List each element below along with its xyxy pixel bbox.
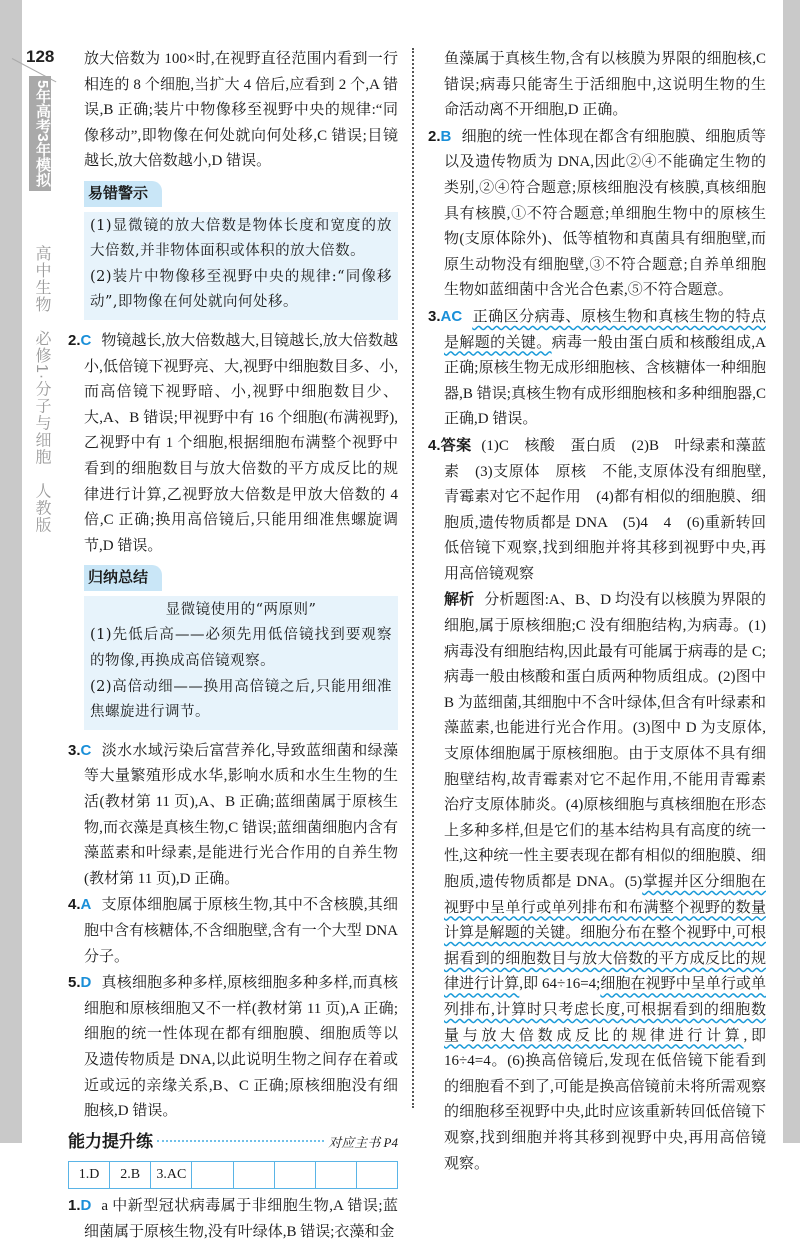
left-column — [68, 47, 398, 1245]
item-number: 5. — [68, 974, 81, 992]
tip-box — [84, 212, 398, 320]
answer-cell: 3.AC — [151, 1162, 192, 1189]
item-number: 1. — [68, 1196, 81, 1214]
answer-item — [428, 304, 766, 433]
answer-table — [68, 1161, 398, 1189]
item-number: 4. — [428, 436, 441, 454]
right-page-edge — [783, 0, 800, 1143]
summary-line: (2)高倍动细——换用高倍镜之后,只能用细准焦螺旋进行调节。 — [90, 678, 392, 721]
answer-letter: C — [80, 331, 92, 349]
answer-item — [68, 328, 398, 559]
answer-item — [68, 1193, 398, 1245]
item-text: 淡水水域污染后富营养化,导致蓝细菌和绿藻等大量繁殖形成水华,影响水质和水生生物的生活(教材第 11 页),A、B 正确;蓝细菌属于原核生物,而衣藻是真核生物,C 错误;蓝细菌细胞内含有藻蓝素和叶绿素,是能进行光合作用的自养生物(教材第 11 页),D 正确。 — [84, 742, 398, 887]
answer-item — [428, 433, 766, 588]
key-point-underlined: 正确区分病毒、原核生物和真核生物的特点是解题的关键。 — [444, 308, 766, 351]
series-label: 高中生物 必修1·分子与细胞 人教版 — [33, 245, 50, 534]
answer-cell — [315, 1162, 356, 1189]
analysis — [428, 587, 766, 1177]
item-text: (1)C 核酸 蛋白质 (2)B 叶绿素和藻蓝素 (3)支原体 原核 不能,支原体没有细胞壁,青霉素对它不起作用 (4)都有相似的细胞膜、细胞质,遗传物质都是 DNA (5)4 4 (6)重新转回低倍镜下观察,找到细胞并将其移到视野中央,再用高倍镜观察 — [444, 437, 766, 582]
answer-letter: C — [80, 741, 92, 759]
answer-cell — [233, 1162, 274, 1189]
answer-item — [68, 892, 398, 970]
item-text: 真核细胞多种多样,原核细胞多种多样,而真核细胞和原核细胞又不一样(教材第 11 页),A 正确;细胞的统一性体现在都有细胞膜、细胞质等以及遗传物质是 DNA,以此说明生物之间存在着或近或远的亲缘关系,B、C 正确;原核细胞没有细胞核,D 错误。 — [84, 975, 398, 1120]
paragraph: 鱼藻属于真核生物,含有以核膜为界限的细胞核,C 错误;病毒只能寄生于活细胞中,这说明生物的生命活动离不开细胞,D 正确。 — [444, 51, 766, 119]
tip-line: (2)装片中物像移至视野中央的规律:“同像移动”,即物像在何处就向何处移。 — [90, 268, 392, 311]
key-point-underlined: 掌握并区分细胞在视野中呈单行或单列排布和布满整个视野的数量计算是解题的关键。细胞分布在整个视野中,可根据看到的细胞数目与放大倍数的平方成反比的规律进行计算 — [444, 874, 766, 993]
key-point-underlined: 细胞在视野中呈单行或单列排布,计算时只考虑长度,可根据看到的细胞数量与放大倍数成反比的规律进行计算 — [444, 976, 766, 1044]
item-number: 2. — [428, 127, 441, 145]
section-title: 能力提升练 — [68, 1131, 153, 1151]
brand-label: 5年高考3年模拟 — [29, 76, 51, 191]
answer-letter: AC — [440, 307, 463, 325]
section-reference: 对应主书 P4 — [328, 1134, 398, 1150]
analysis-label: 解析 — [444, 591, 475, 609]
answer-letter: D — [80, 974, 92, 992]
page-number: 128 — [26, 47, 55, 66]
answer-item — [428, 124, 766, 304]
answer-cell — [274, 1162, 315, 1189]
item-number: 4. — [68, 896, 81, 914]
analysis-text: ,即 64÷16=4; — [519, 976, 601, 993]
item-number: 3. — [428, 307, 441, 325]
answer-letter: A — [80, 896, 92, 914]
answer-cell: 2.B — [110, 1162, 151, 1189]
summary-heading: 显微镜使用的“两原则” — [165, 601, 317, 618]
item-text: 细胞的统一性体现在都含有细胞膜、细胞质等以及遗传物质为 DNA,因此②④不能确定生物的类别,②④符合题意;原核细胞没有核膜,真核细胞具有核膜,①不符合题意;单细胞生物中的原核生物(支原体除外)、低等植物和真菌具有细胞壁,而原生动物没有细胞壁,③不符合题意;自养单细胞生物如蓝细菌中含光合色素,⑤不符合题意。 — [444, 128, 766, 299]
answer-letter: B — [440, 127, 452, 145]
dotted-leader — [157, 1140, 324, 1142]
answer-cell — [192, 1162, 233, 1189]
column-divider — [412, 48, 414, 1108]
box-title: 归纳总结 — [84, 565, 162, 591]
item-number: 2. — [68, 331, 81, 349]
answer-item — [68, 738, 398, 893]
summary-box — [84, 596, 398, 730]
left-page-edge — [0, 0, 22, 1143]
item-number: 3. — [68, 741, 81, 759]
tip-line: (1)显微镜的放大倍数是物体长度和宽度的放大倍数,并非物体面积或体积的放大倍数。 — [90, 217, 392, 260]
item-text: 支原体细胞属于原核生物,其中不含核膜,其细胞中含有核糖体,不含细胞壁,含有一个大型 DNA 分子。 — [84, 897, 398, 965]
analysis-text: ,即 16÷4=4。(6)换高倍镜后,发现在低倍镜下能看到的细胞看不到了,可能是换高倍镜前未将所需观察的细胞移至视野中央,此时应该重新转回低倍镜下观察,找到细胞并将其移到视野中央,再用高倍镜观察。 — [444, 1027, 766, 1172]
section-header — [68, 1129, 398, 1156]
item-text: 物镜越长,放大倍数越大,目镜越长,放大倍数越小,低倍镜下视野亮、大,视野中细胞数目多、小,而高倍镜下视野暗、小,视野中细胞数目少、大,A、B 错误;甲视野中有 16 个细胞(布满视野),乙视野中有 1 个细胞,根据细胞布满整个视野中看到的细胞数目与放大倍数的平方成反比的规律进行计算,乙视野放大倍数是甲放大倍数的 4 倍,C 正确;换用高倍镜后,只能用细准焦螺旋调节,D 错误。 — [84, 332, 398, 554]
answer-cell: 1.D — [69, 1162, 110, 1189]
summary-line: (1)先低后高——必须先用低倍镜找到要观察的物像,再换成高倍镜观察。 — [90, 627, 392, 670]
item-text: 病毒一般由蛋白质和核酸组成,A 正确;原核生物无成形细胞核、含核糖体一种细胞器,B 错误;真核生物有成形细胞核和多种细胞器,C 正确,D 错误。 — [444, 334, 766, 428]
answer-cell — [356, 1162, 397, 1189]
right-column — [428, 47, 766, 1177]
paragraph: 放大倍数为 100×时,在视野直径范围内看到一行相连的 8 个细胞,当扩大 4 倍后,应看到 2 个,A 错误,B 正确;装片中物像移至视野中央的规律:“同像移动”,即物像在何处就向何处移,C 错误;目镜越长,放大倍数越小,D 错误。 — [84, 51, 398, 170]
box-title: 易错警示 — [84, 181, 162, 207]
answer-item — [68, 970, 398, 1125]
analysis-text: 分析题图:A、B、D 均没有以核膜为界限的细胞,属于原核细胞;C 没有细胞结构,为病毒。(1)病毒没有细胞结构,因此最有可能属于病毒的是 C;病毒一般由核酸和蛋白质两种物质组成。(2)图中 B 为蓝细菌,其细胞中不含叶绿体,但含有叶绿素和藻蓝素,也能进行光合作用。(3)图中 D 为支原体,支原体细胞属于原核细胞。由于支原体不具有细胞壁结构,故青霉素对它不起作用,不能用青霉素治疗支原体肺炎。(4)原核细胞与真核细胞在形态上多种多样,但是它们的基本结构具有高度的统一性,这种统一性主要表现在都有相似的细胞膜、细胞质,遗传物质都是 DNA。(5) — [444, 592, 766, 890]
item-text: a 中新型冠状病毒属于非细胞生物,A 错误;蓝细菌属于原核生物,没有叶绿体,B 错误;衣藻和金 — [84, 1197, 398, 1240]
answer-label: 答案 — [440, 436, 472, 454]
answer-letter: D — [80, 1196, 92, 1214]
